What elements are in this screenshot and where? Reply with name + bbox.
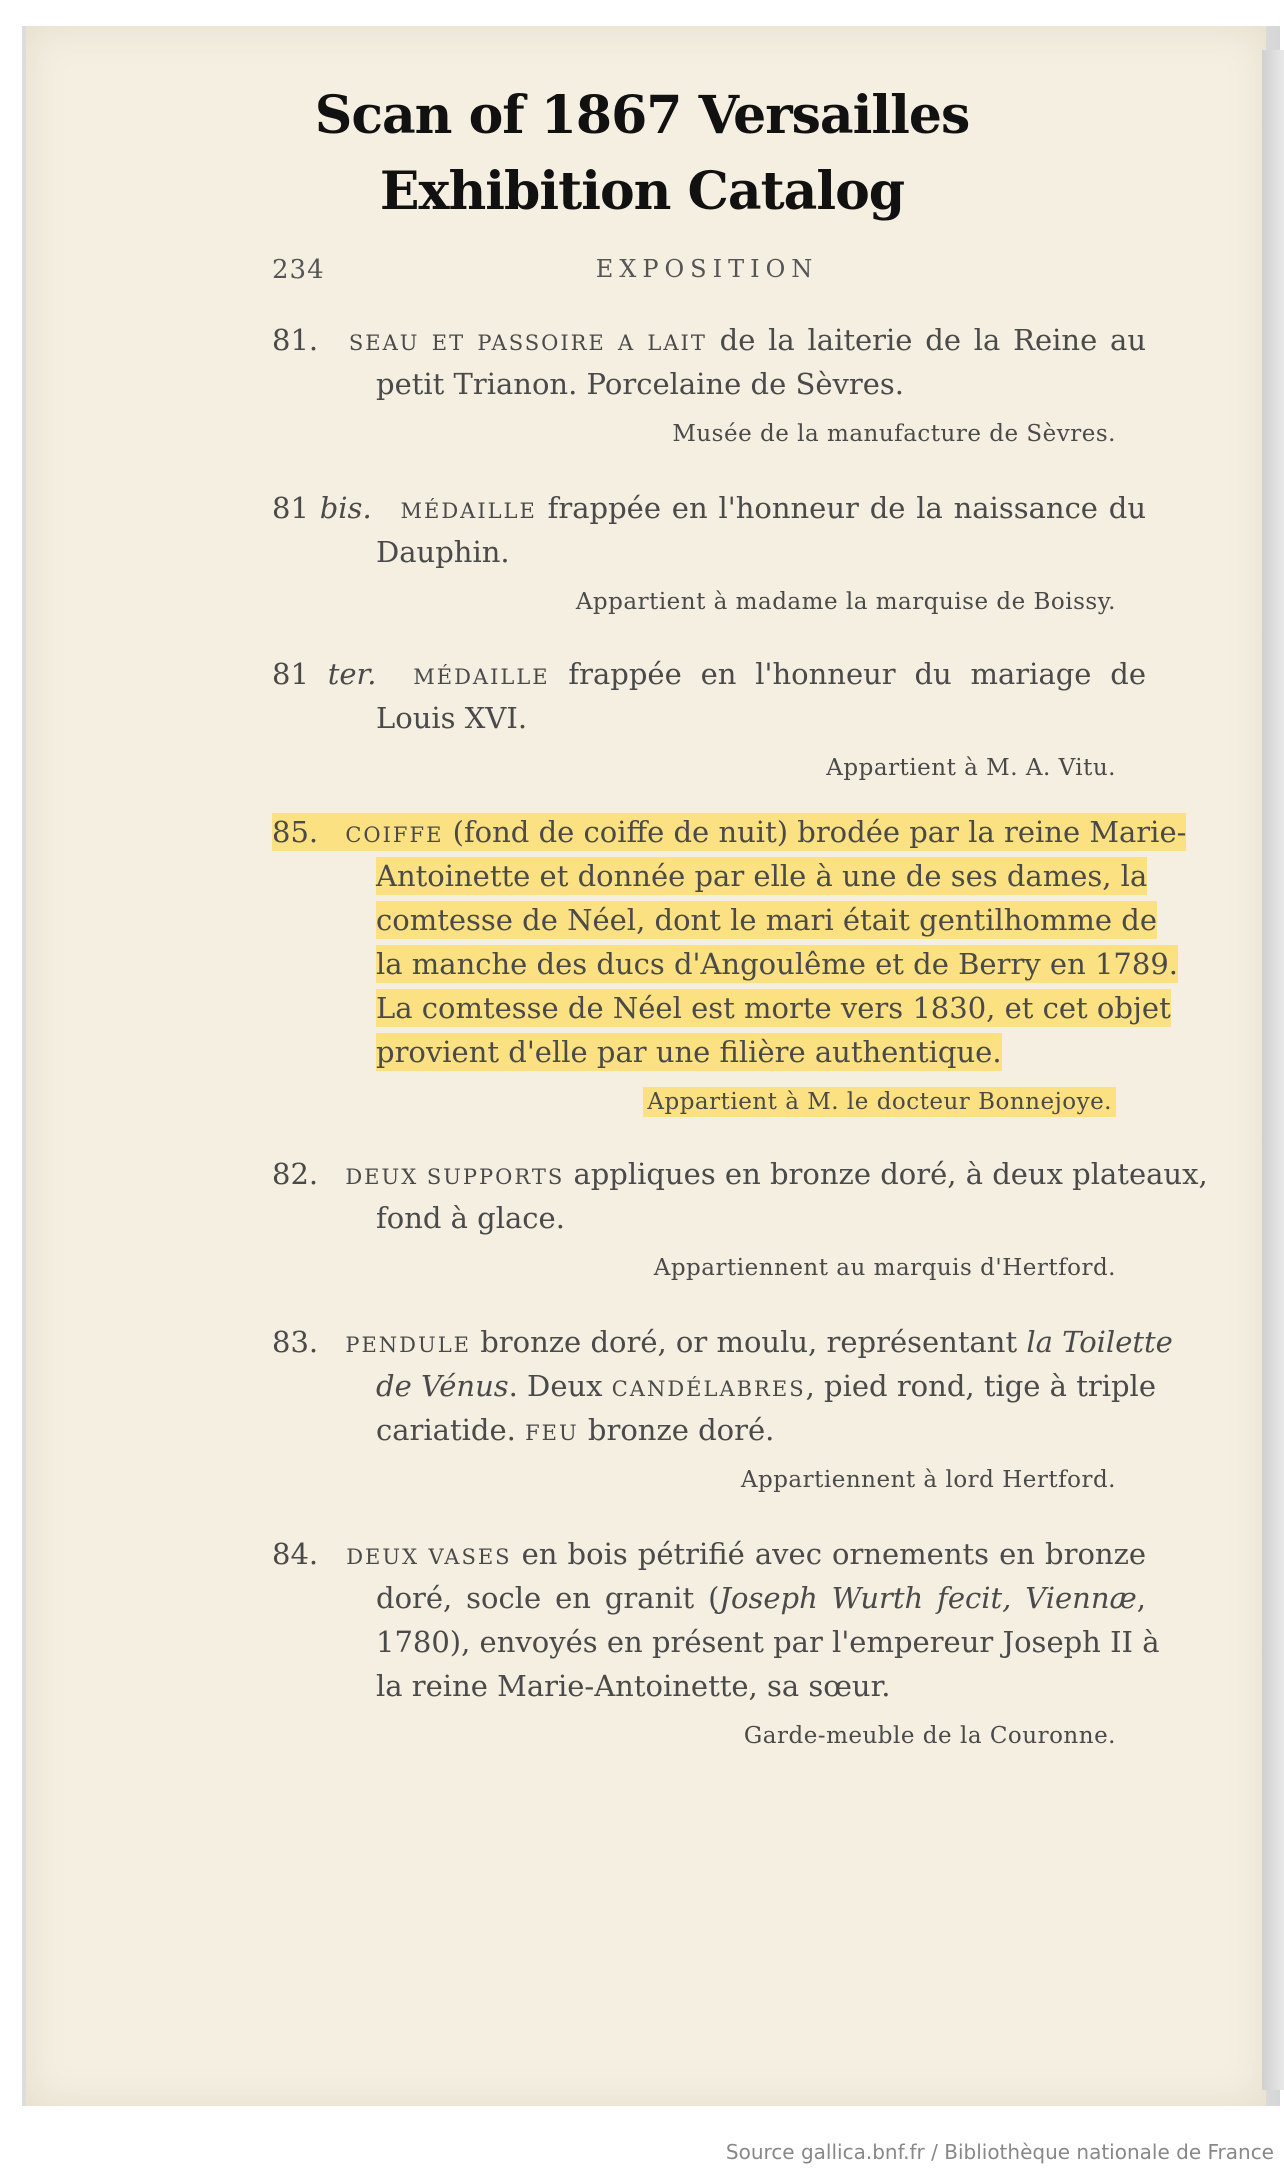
catalog-entry-81-bis <box>272 486 1146 620</box>
entry-text: , <box>1136 1581 1146 1615</box>
entry-title-italic: de Vénus <box>376 1369 509 1403</box>
title-line-1: Scan of 1867 Versailles <box>314 85 970 146</box>
entry-item-name: SEAU ET PASSOIRE A LAIT <box>348 331 707 355</box>
entry-line: Louis XVI. <box>376 701 528 735</box>
entry-item-name: FEU <box>525 1421 579 1445</box>
highlighted-text: provient d'elle par une filière authentique. <box>376 1035 1002 1069</box>
catalog-entry-84 <box>272 1532 1160 1754</box>
page-title <box>0 78 1284 230</box>
entry-number: 81 <box>272 657 309 691</box>
entry-text: en bois pétrifié avec ornements en bronze <box>521 1537 1147 1571</box>
catalog-entry-85-highlighted <box>272 810 1187 1120</box>
title-line-2: Exhibition Catalog <box>379 161 905 222</box>
entry-item-name: MÉDAILLE <box>400 499 537 523</box>
entry-number: 85. <box>272 815 319 849</box>
entry-owner <box>272 1084 1146 1120</box>
entry-text: bronze doré. <box>578 1413 775 1447</box>
entry-owner: Garde-meuble de la Couronne. <box>743 1723 1116 1749</box>
entry-line: la reine Marie-Antoinette, sa sœur. <box>376 1669 891 1703</box>
entry-owner: Appartient à madame la marquise de Boissy. <box>575 589 1116 615</box>
entry-suffix: ter. <box>327 657 377 691</box>
entry-line: Dauphin. <box>376 535 510 569</box>
entry-number: 83. <box>272 1325 319 1359</box>
highlighted-text: Antoinette et donnée par elle à une de ses dames, la <box>376 859 1148 893</box>
entry-line: petit Trianon. Porcelaine de Sèvres. <box>376 367 904 401</box>
entry-line <box>272 1364 1156 1408</box>
highlighted-text: la manche des ducs d'Angoulême et de Berry en 1789. <box>376 947 1178 981</box>
entry-text: cariatide. <box>376 1413 526 1447</box>
highlighted-owner: Appartient à M. le docteur Bonnejoye. <box>643 1087 1116 1117</box>
entry-text: frappée en l'honneur de la naissance du <box>547 491 1147 525</box>
running-head-title: EXPOSITION <box>595 255 819 283</box>
entry-owner: Appartiennent à lord Hertford. <box>740 1467 1116 1493</box>
page-edge <box>1262 50 1284 2090</box>
entry-line <box>272 810 1187 854</box>
entry-text: . Deux <box>508 1369 612 1403</box>
entry-item-name: DEUX SUPPORTS <box>345 1165 565 1189</box>
entry-text: de la laiterie de la Reine au <box>719 323 1147 357</box>
entry-title-italic: la Toilette <box>1026 1325 1173 1359</box>
running-head <box>272 255 1142 295</box>
entry-item-name: DEUX VASES <box>346 1545 512 1569</box>
entry-line <box>272 1152 1208 1196</box>
entry-title-italic: Joseph Wurth fecit, Viennæ <box>719 1581 1137 1615</box>
highlighted-text: La comtesse de Néel est morte vers 1830, et cet objet <box>376 991 1171 1025</box>
catalog-entry-81-ter <box>272 652 1146 786</box>
entry-line <box>272 318 1146 362</box>
entry-number: 81 <box>272 491 309 525</box>
entry-text: (fond de coiffe de nuit) brodée par la reine Marie- <box>452 815 1187 849</box>
entry-owner: Appartiennent au marquis d'Hertford. <box>653 1255 1116 1281</box>
entry-line <box>272 986 1171 1030</box>
entry-line <box>272 1320 1173 1364</box>
entry-number: 81. <box>272 323 319 357</box>
page-number: 234 <box>272 255 325 285</box>
source-credit: Source gallica.bnf.fr / Bibliothèque nationale de France <box>725 2140 1274 2164</box>
entry-number: 84. <box>272 1537 319 1571</box>
entry-line <box>272 1408 1146 1452</box>
entry-item-name: MÉDAILLE <box>413 665 550 689</box>
entry-item-name: CANDÉLABRES <box>611 1377 806 1401</box>
entry-line <box>272 1576 1146 1620</box>
entry-owner: Appartient à M. A. Vitu. <box>826 755 1116 781</box>
entry-line <box>272 652 1146 696</box>
entry-line <box>272 486 1146 530</box>
entry-line <box>272 854 1146 898</box>
entry-text: bronze doré, or moulu, représentant <box>480 1325 1027 1359</box>
highlighted-text: comtesse de Néel, dont le mari était gentilhomme de <box>376 903 1157 937</box>
entry-number: 82. <box>272 1157 319 1191</box>
entry-text: doré, socle en granit ( <box>376 1581 720 1615</box>
entry-line: 1780), envoyés en présent par l'empereur Joseph II à <box>376 1625 1160 1659</box>
catalog-entry-81 <box>272 318 1146 452</box>
entry-line <box>272 1532 1146 1576</box>
entry-text: frappée en l'honneur du mariage de <box>568 657 1146 691</box>
entry-owner: Musée de la manufacture de Sèvres. <box>672 421 1116 447</box>
entry-line <box>272 1030 1146 1074</box>
entry-text: , pied rond, tige à triple <box>805 1369 1156 1403</box>
entry-text: appliques en bronze doré, à deux plateaux, <box>573 1157 1208 1191</box>
catalog-entry-82 <box>272 1152 1208 1286</box>
entry-item-name: COIFFE <box>345 823 444 847</box>
entry-line <box>272 942 1178 986</box>
catalog-entry-83 <box>272 1320 1173 1498</box>
entry-suffix: bis. <box>319 491 372 525</box>
entry-line: fond à glace. <box>376 1201 565 1235</box>
entry-line <box>272 898 1157 942</box>
entry-item-name: PENDULE <box>345 1333 471 1357</box>
